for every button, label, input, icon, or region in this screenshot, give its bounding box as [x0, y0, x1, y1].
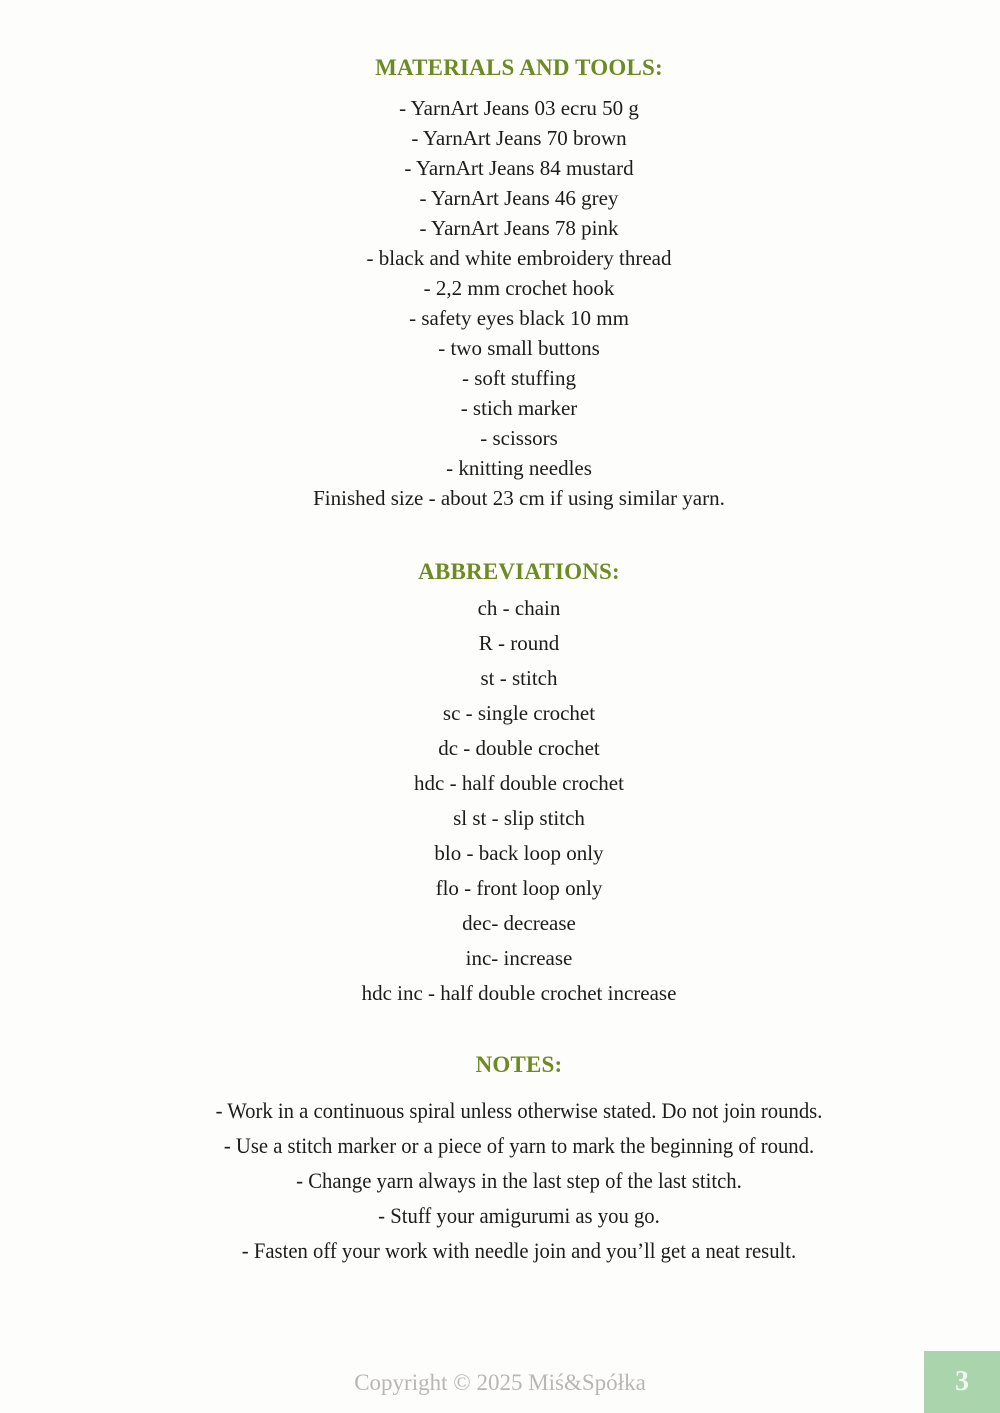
note-item: - Work in a continuous spiral unless otherwise stated. Do not join rounds.	[215, 1098, 823, 1123]
abbreviations-heading: ABBREVIATIONS:	[418, 559, 620, 584]
abbreviation-item: sc - single crochet	[442, 701, 596, 725]
material-item: - 2,2 mm crochet hook	[423, 276, 615, 300]
material-item: - two small buttons	[438, 336, 600, 360]
material-item: - safety eyes black 10 mm	[409, 306, 629, 330]
note-item: - Fasten off your work with needle join and you’ll get a neat result.	[241, 1238, 797, 1263]
material-item: - scissors	[480, 426, 558, 450]
notes-list	[38, 1093, 1000, 1268]
abbreviation-item: ch - chain	[477, 596, 561, 620]
abbreviation-item: dc - double crochet	[438, 736, 600, 760]
abbreviations-list	[38, 591, 1000, 1011]
material-item: - knitting needles	[446, 456, 592, 480]
abbreviation-item: hdc - half double crochet	[414, 771, 624, 795]
finished-size-note: Finished size - about 23 cm if using similar yarn.	[313, 486, 725, 510]
materials-heading: MATERIALS AND TOOLS:	[375, 55, 663, 80]
section-materials	[38, 54, 1000, 513]
copyright-text: Copyright © 2025 Miś&Spółka	[354, 1370, 646, 1395]
abbreviation-item: st - stitch	[480, 666, 558, 690]
material-item: - YarnArt Jeans 70 brown	[411, 126, 627, 150]
page-number: 3	[955, 1366, 969, 1397]
material-item: - YarnArt Jeans 78 pink	[419, 216, 619, 240]
note-item: - Use a stitch marker or a piece of yarn to mark the beginning of round.	[223, 1133, 815, 1158]
abbreviation-item: dec- decrease	[462, 911, 576, 935]
page-content	[38, 54, 1000, 1268]
material-item: - YarnArt Jeans 84 mustard	[404, 156, 634, 180]
notes-heading: NOTES:	[475, 1052, 563, 1077]
material-item: - black and white embroidery thread	[366, 246, 672, 270]
material-item: - YarnArt Jeans 46 grey	[419, 186, 619, 210]
abbreviation-item: flo - front loop only	[435, 876, 603, 900]
section-abbreviations	[38, 558, 1000, 1011]
abbreviation-item: sl st - slip stitch	[453, 806, 585, 830]
abbreviation-item: inc- increase	[465, 946, 573, 970]
material-item: - YarnArt Jeans 03 ecru 50 g	[399, 96, 639, 120]
abbreviation-item: R - round	[478, 631, 560, 655]
page-number-badge	[924, 1351, 1000, 1413]
abbreviation-item: hdc inc - half double crochet increase	[361, 981, 677, 1005]
material-item: - soft stuffing	[462, 366, 576, 390]
materials-list	[38, 93, 1000, 513]
material-item: - stich marker	[460, 396, 578, 420]
abbreviation-item: blo - back loop only	[434, 841, 604, 865]
note-item: - Stuff your amigurumi as you go.	[378, 1203, 660, 1228]
section-notes	[38, 1051, 1000, 1268]
note-item: - Change yarn always in the last step of the last stitch.	[296, 1168, 742, 1193]
